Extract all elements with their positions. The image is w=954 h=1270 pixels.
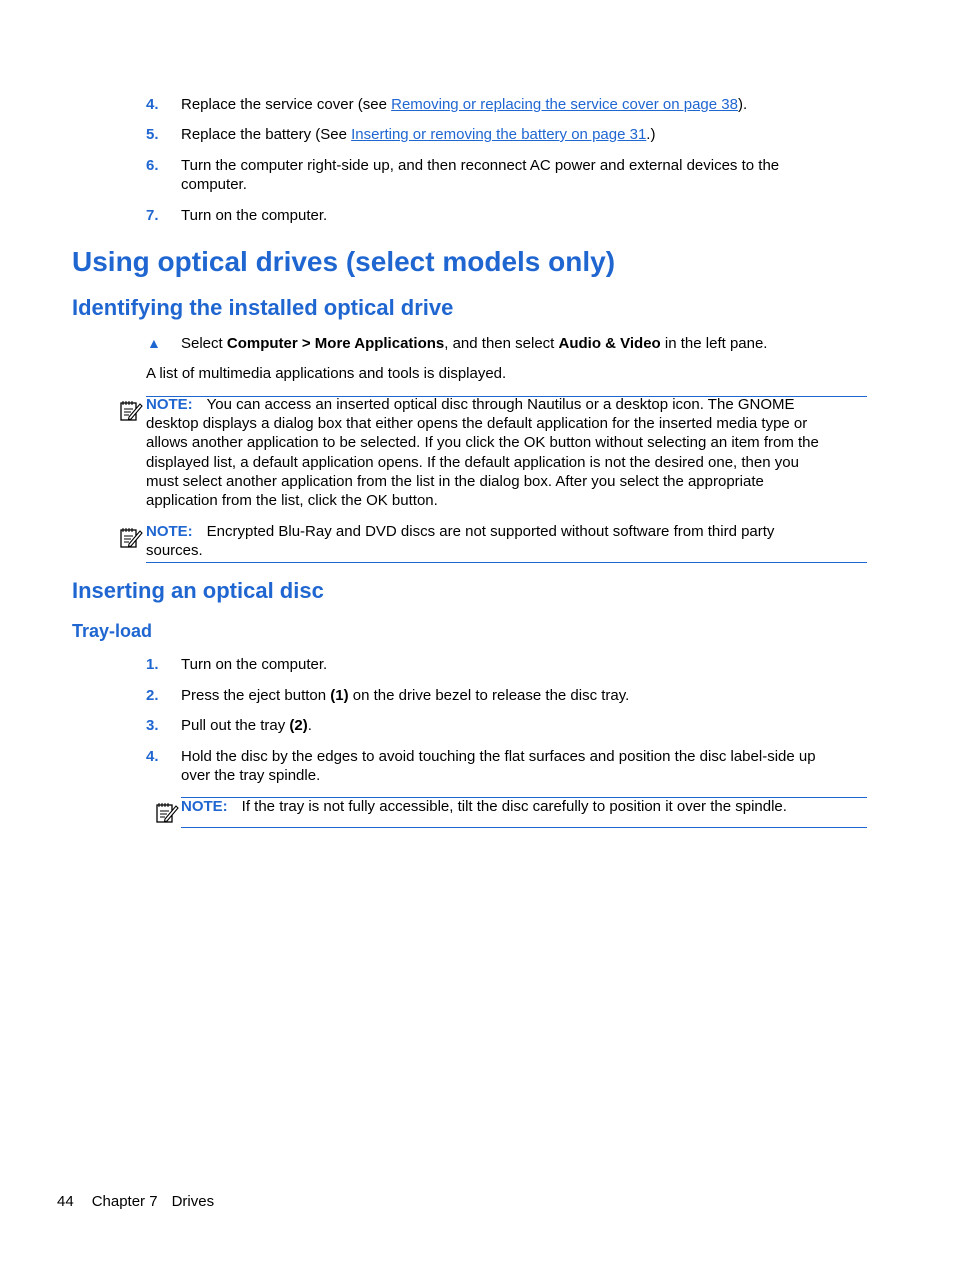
- result-text: A list of multimedia applications and tools is displayed.: [146, 365, 507, 382]
- step-text: Replace the battery (See Inserting or removing the battery on page 31.): [181, 126, 656, 143]
- link-service-cover[interactable]: Removing or replacing the service cover on page 38: [391, 96, 738, 113]
- step-text: Press the eject button (1) on the drive bezel to release the disc tray.: [181, 687, 630, 704]
- note-pad-icon: [119, 398, 143, 422]
- note-2-text: NOTE: Encrypted Blu-Ray and DVD discs are not supported without software from third party sources.: [146, 523, 775, 560]
- step-number: 2.: [146, 687, 159, 704]
- step-text-continued: over the tray spindle.: [181, 767, 321, 784]
- step-number: 4.: [146, 96, 159, 113]
- step-number: 6.: [146, 157, 159, 174]
- step-number: 5.: [146, 126, 159, 143]
- step-number: 7.: [146, 207, 159, 224]
- step-text: Turn on the computer.: [181, 207, 328, 224]
- step-text: Hold the disc by the edges to avoid touching the flat surfaces and position the disc label-side up: [181, 748, 816, 765]
- instruction-text: Select Computer > More Applications, and then select Audio & Video in the left pane.: [181, 335, 768, 352]
- link-battery[interactable]: Inserting or removing the battery on page 31: [351, 126, 647, 143]
- chapter-title: Drives: [171, 1193, 215, 1210]
- note-1-text: NOTE: You can access an inserted optical disc through Nautilus or a desktop icon. The GNOME desktop displays a dialog box that either opens the default application for the inserted media type or allows another application to be selected. If you click the OK button without selecting an item from the displayed list, a default application opens. If the default application is not the desired one, then you must select another application from the list in the dialog box. After you select the appropriate application from the list, click the OK button.: [146, 396, 819, 510]
- page-footer: [57, 1192, 214, 1211]
- step-text: Turn the computer right-side up, and then reconnect AC power and external devices to the: [181, 157, 780, 174]
- section-heading-identifying: Identifying the installed optical drive: [72, 295, 454, 320]
- chapter-label: Chapter 7: [91, 1193, 158, 1210]
- step-text: Pull out the tray (2).: [181, 717, 312, 734]
- triangle-bullet-icon: ▲: [147, 335, 161, 351]
- step-text: Turn on the computer.: [181, 656, 328, 673]
- step-number: 1.: [146, 656, 159, 673]
- step-text-continued: computer.: [181, 176, 247, 193]
- subsection-heading-tray-load: Tray-load: [72, 621, 153, 641]
- page-number: 44: [57, 1193, 74, 1210]
- section-heading-inserting: Inserting an optical disc: [72, 578, 324, 603]
- step-number: 4.: [146, 748, 159, 765]
- note-3-text: NOTE: If the tray is not fully accessible, tilt the disc carefully to position it over the spindle.: [181, 798, 787, 815]
- note-bottom-rule: [181, 827, 867, 828]
- step-text: Replace the service cover (see Removing or replacing the service cover on page 38).: [181, 96, 748, 113]
- note-pad-icon: [155, 800, 179, 824]
- step-number: 3.: [146, 717, 159, 734]
- page-heading: Using optical drives (select models only): [72, 246, 616, 277]
- note-label: NOTE:: [181, 798, 228, 815]
- note-label: NOTE:: [146, 523, 193, 540]
- note-pad-icon: [119, 525, 143, 549]
- note-label: NOTE:: [146, 396, 193, 413]
- note-bottom-rule: [146, 562, 867, 563]
